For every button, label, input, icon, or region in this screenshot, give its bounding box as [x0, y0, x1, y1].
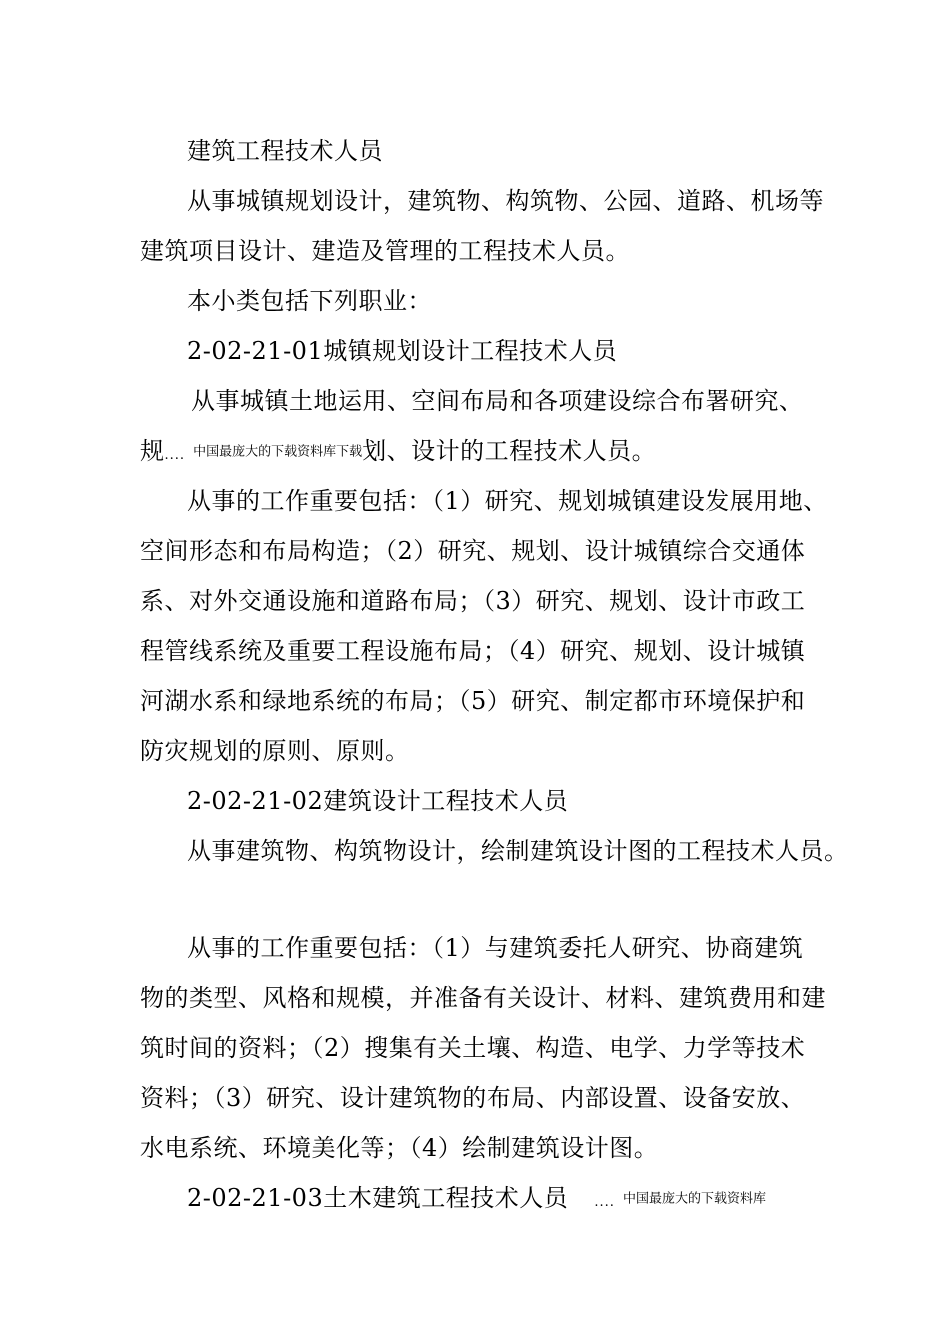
occupation-2-work-line-1: 从事的工作重要包括：（1）与建筑委托人研究、协商建筑: [187, 934, 804, 962]
watermark-text: 中国最庞大的下载资料库: [623, 1191, 767, 1207]
occupation-3-title: 2-02-21-03土木建筑工程技术人员: [187, 1184, 569, 1212]
occupation-1-work-line-4: 程管线系统及重要工程设施布局；（4）研究、规划、设计城镇: [140, 637, 806, 665]
definition-text-end: 划、设计的工程技术人员。: [362, 437, 657, 465]
occupation-2-work-line-5: 水电系统、环境美化等；（4）绘制建筑设计图。: [140, 1134, 659, 1162]
intro-line-2: 建筑项目设计、建造及管理的工程技术人员。: [140, 237, 630, 265]
occupation-1-title: 2-02-21-01城镇规划设计工程技术人员: [187, 337, 618, 365]
occupation-2-definition: 从事建筑物、构筑物设计，绘制建筑设计图的工程技术人员。: [187, 837, 849, 865]
watermark-text: 中国最庞大的下载资料库下载: [193, 444, 363, 460]
occupation-1-work-line-3: 系、对外交通设施和道路布局；（3）研究、规划、设计市政工: [140, 587, 806, 615]
occupation-2-work-line-2: 物的类型、风格和规模，并准备有关设计、材料、建筑费用和建: [140, 984, 826, 1012]
section-heading: 建筑工程技术人员: [187, 137, 383, 165]
subclass-intro: 本小类包括下列职业：: [187, 287, 432, 315]
occupation-1-work-line-2: 空间形态和布局构造；（2）研究、规划、设计城镇综合交通体: [140, 537, 806, 565]
occupation-2-work-line-3: 筑时间的资料；（2）搜集有关土壤、构造、电学、力学等技术: [140, 1034, 806, 1062]
watermark-dots: ....: [164, 448, 186, 463]
intro-line-1: 从事城镇规划设计，建筑物、构筑物、公园、道路、机场等: [187, 187, 824, 215]
occupation-1-work-line-1: 从事的工作重要包括：（1）研究、规划城镇建设发展用地、: [187, 487, 828, 515]
occupation-2-title: 2-02-21-02建筑设计工程技术人员: [187, 787, 569, 815]
occupation-1-definition-line-1: 从事城镇土地运用、空间布局和各项建设综合布署研究、: [191, 387, 804, 415]
occupation-3-title-line: [187, 1183, 766, 1218]
occupation-1-definition-line-2: [140, 436, 656, 471]
occupation-2-work-line-4: 资料；（3）研究、设计建筑物的布局、内部设置、设备安放、: [140, 1084, 806, 1112]
definition-text-start: 规: [140, 437, 165, 465]
occupation-1-work-line-5: 河湖水系和绿地系统的布局；（5）研究、制定都市环境保护和: [140, 687, 806, 715]
occupation-1-work-line-6: 防灾规划的原则、原则。: [140, 737, 410, 765]
watermark-dots: ....: [594, 1195, 615, 1210]
